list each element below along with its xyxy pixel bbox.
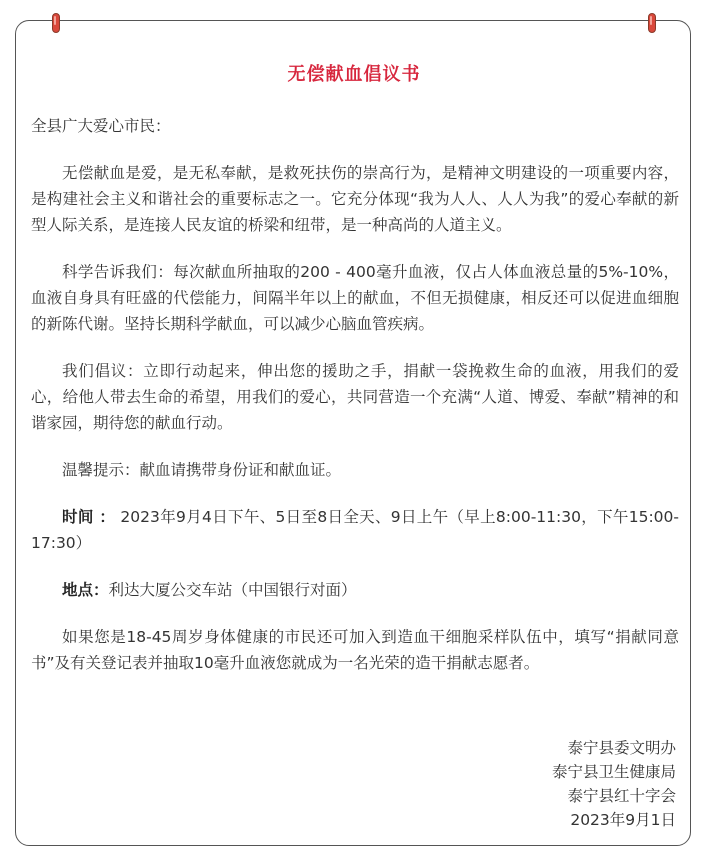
signature-date: 2023年9月1日 <box>570 811 676 829</box>
location-paragraph <box>31 577 679 603</box>
paragraph: 无偿献血是爱，是无私奉献，是救死扶伤的崇高行为，是精神文明建设的一项重要内容，是构建社会主义和谐社会的重要标志之一。它充分体现“我为人人、人人为我”的爱心奉献的新型人际关系，是连接人民友谊的桥梁和纽带，是一种高尚的人道主义。 <box>31 164 679 234</box>
time-label: 时间 ： <box>62 508 116 526</box>
time-value: 2023年9月4日下午、5日至8日全天、9日上午（早上8:00-11:30，下午15:00-17:30） <box>31 508 679 552</box>
signature-org: 泰宁县卫生健康局 <box>551 763 676 781</box>
location-value: 利达大厦公交车站（中国银行对面） <box>108 581 357 599</box>
time-paragraph <box>31 504 679 556</box>
signature-org: 泰宁县委文明办 <box>567 739 676 757</box>
salutation: 全县广大爱心市民： <box>31 117 171 135</box>
signature-org: 泰宁县红十字会 <box>567 787 676 805</box>
signature-block <box>552 736 676 832</box>
reminder-paragraph: 温馨提示：献血请携带身份证和献血证。 <box>62 461 342 479</box>
paragraph: 科学告诉我们：每次献血所抽取的200 - 400毫升血液，仅占人体血液总量的5%-10%，血液自身具有旺盛的代偿能力，间隔半年以上的献血，不但无损健康，相反还可以促进血细胞的新陈代谢。坚持长期科学献血，可以减少心脑血管疾病。 <box>31 263 679 333</box>
location-label: 地点： <box>62 581 109 599</box>
document-body <box>31 113 679 676</box>
pushpin-icon <box>648 13 656 35</box>
document-title: 无偿献血倡议书 <box>287 64 421 85</box>
pushpin-icon <box>52 13 60 35</box>
paragraph: 我们倡议：立即行动起来，伸出您的援助之手，捐献一袋挽救生命的血液，用我们的爱心，给他人带去生命的希望，用我们的爱心，共同营造一个充满“人道、博爱、奉献”精神的和谐家园，期待您的献血行动。 <box>31 362 679 432</box>
closing-paragraph: 如果您是18-45周岁身体健康的市民还可加入到造血干细胞采样队伍中，填写“捐献同意书”及有关登记表并抽取10毫升血液您就成为一名光荣的造干捐献志愿者。 <box>31 628 679 672</box>
